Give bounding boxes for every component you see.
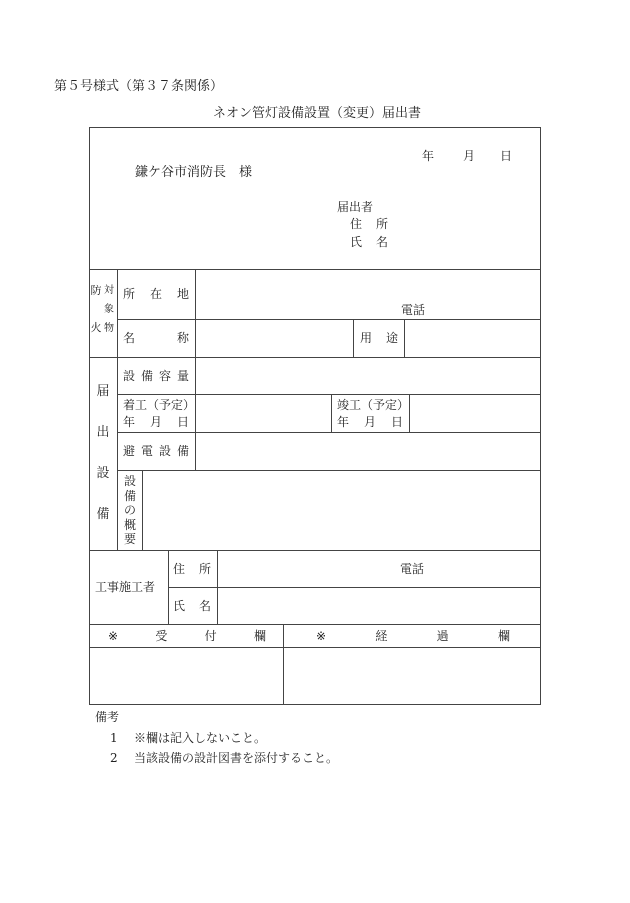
target-group-label-col1: 防 火 [90, 284, 102, 334]
equipment-group-label: 届 出 設 備 [96, 384, 110, 522]
contractor-name-label: 氏 名 [173, 599, 211, 613]
lightning-equipment-label: 避 電 設 備 [123, 444, 189, 458]
progress-column-label: ※ 経 過 欄 [316, 629, 510, 643]
contractor-address-label: 住 所 [173, 562, 211, 576]
note-text: ※欄は記入しないこと。 [134, 731, 267, 745]
contractor-label: 工事施工者 [95, 580, 156, 594]
location-label: 所 在 地 [123, 287, 189, 301]
note-number: 1 [110, 731, 118, 745]
completion-ymd-label: 年 月 日 [337, 415, 403, 429]
note-number: 2 [110, 751, 118, 765]
start-ymd-label: 年 月 日 [123, 415, 189, 429]
start-date-label: 着工（予定） [123, 398, 196, 412]
target-phone-label: 電話 [401, 303, 426, 317]
honorific: 様 [239, 165, 253, 180]
note-text: 当該設備の設計図書を添付すること。 [134, 751, 339, 765]
addressee: 鎌ケ谷市消防長 [135, 165, 227, 180]
name-label: 名 称 [123, 331, 189, 345]
capacity-label: 設 備 容 量 [123, 369, 189, 383]
form-number: 第５号様式（第３７条関係） [54, 79, 224, 94]
year-label: 年 [422, 149, 435, 163]
use-label: 用 途 [360, 331, 398, 345]
reception-column-label: ※ 受 付 欄 [108, 629, 266, 643]
notifier-address-label: 住 所 [350, 217, 388, 231]
notes-heading: 備考 [95, 710, 120, 724]
notifier-name-label: 氏 名 [350, 235, 388, 249]
day-label: 日 [500, 149, 513, 163]
completion-date-label: 竣工（予定） [337, 398, 410, 412]
overview-label: 設 備 の 概 要 [123, 474, 136, 546]
month-label: 月 [463, 149, 476, 163]
target-group-label-col2: 対 象 物 [104, 285, 114, 334]
form-title: ネオン管灯設備設置（変更）届出書 [213, 106, 422, 121]
contractor-phone-label: 電話 [400, 562, 425, 576]
notifier-label: 届出者 [337, 200, 374, 214]
